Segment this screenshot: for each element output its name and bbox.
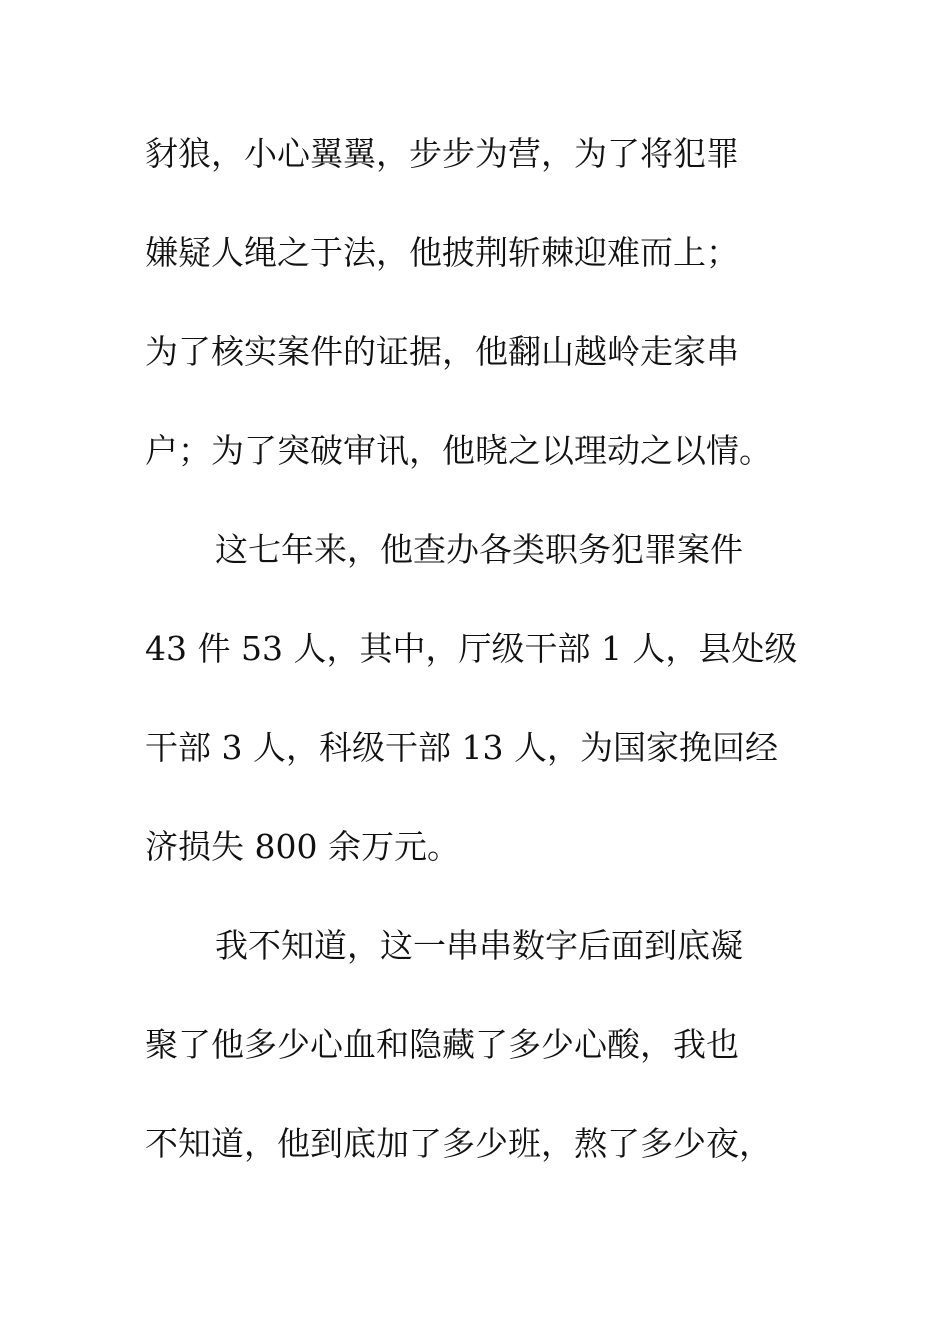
text-line-5-paragraph-start: 这七年来，他查办各类职务犯罪案件 [215,530,743,569]
text-line-10: 聚了他多少心血和隐藏了多少心酸，我也 [145,1025,739,1064]
text-line-2: 嫌疑人绳之于法，他披荆斩棘迎难而上； [145,233,739,272]
text-line-8: 济损失 800 余万元。 [145,827,460,866]
text-line-1: 豺狼，小心翼翼，步步为营，为了将犯罪 [145,134,739,173]
text-line-9-paragraph-start: 我不知道，这一串串数字后面到底凝 [215,926,743,965]
text-line-11: 不知道，他到底加了多少班，熬了多少夜， [145,1124,772,1163]
text-line-4: 户；为了突破审讯，他晓之以理动之以情。 [145,431,772,470]
body-text [145,128,805,1217]
text-line-3: 为了核实案件的证据，他翻山越岭走家串 [145,332,739,371]
text-line-6: 43 件 53 人，其中，厅级干部 1 人，县处级 [145,629,798,668]
text-line-7: 干部 3 人，科级干部 13 人，为国家挽回经 [145,728,778,767]
